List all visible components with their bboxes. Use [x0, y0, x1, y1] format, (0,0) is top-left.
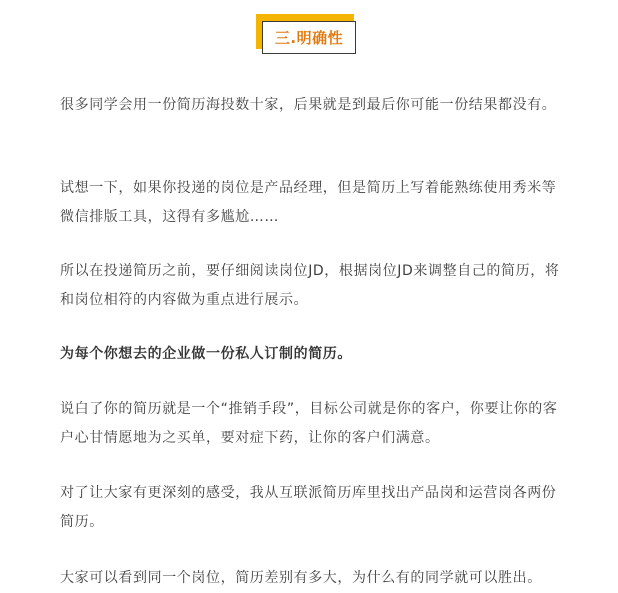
section-heading-text: 三.明确性 — [274, 29, 344, 47]
paragraph-1: 很多同学会用一份简历海投数十家，后果就是到最后你可能一份结果都没有。 — [60, 97, 557, 113]
paragraph-7: 大家可以看到同一个岗位，简历差别有多大，为什么有的同学就可以胜出。 — [60, 570, 542, 586]
paragraph-3: 所以在投递简历之前，要仔细阅读岗位JD，根据岗位JD来调整自己的简历，将和岗位相符的内容做为重点进行展示。 — [60, 263, 560, 308]
section-heading — [256, 14, 358, 56]
heading-box — [262, 21, 356, 54]
paragraph-6: 对了让大家有更深刻的感受，我从互联派简历库里找出产品岗和运营岗各两份简历。 — [60, 485, 557, 530]
paragraph-emphasis: 为每个你想去的企业做一份私人订制的简历。 — [60, 346, 352, 362]
paragraph-2: 试想一下，如果你投递的岗位是产品经理，但是简历上写着能熟练使用秀米等微信排版工具，这得有多尴尬…… — [60, 180, 557, 225]
paragraph-5: 说白了你的简历就是一个“推销手段”，目标公司就是你的客户，你要让你的客户心甘情愿地为之买单，要对症下药，让你的客户们满意。 — [60, 401, 558, 446]
